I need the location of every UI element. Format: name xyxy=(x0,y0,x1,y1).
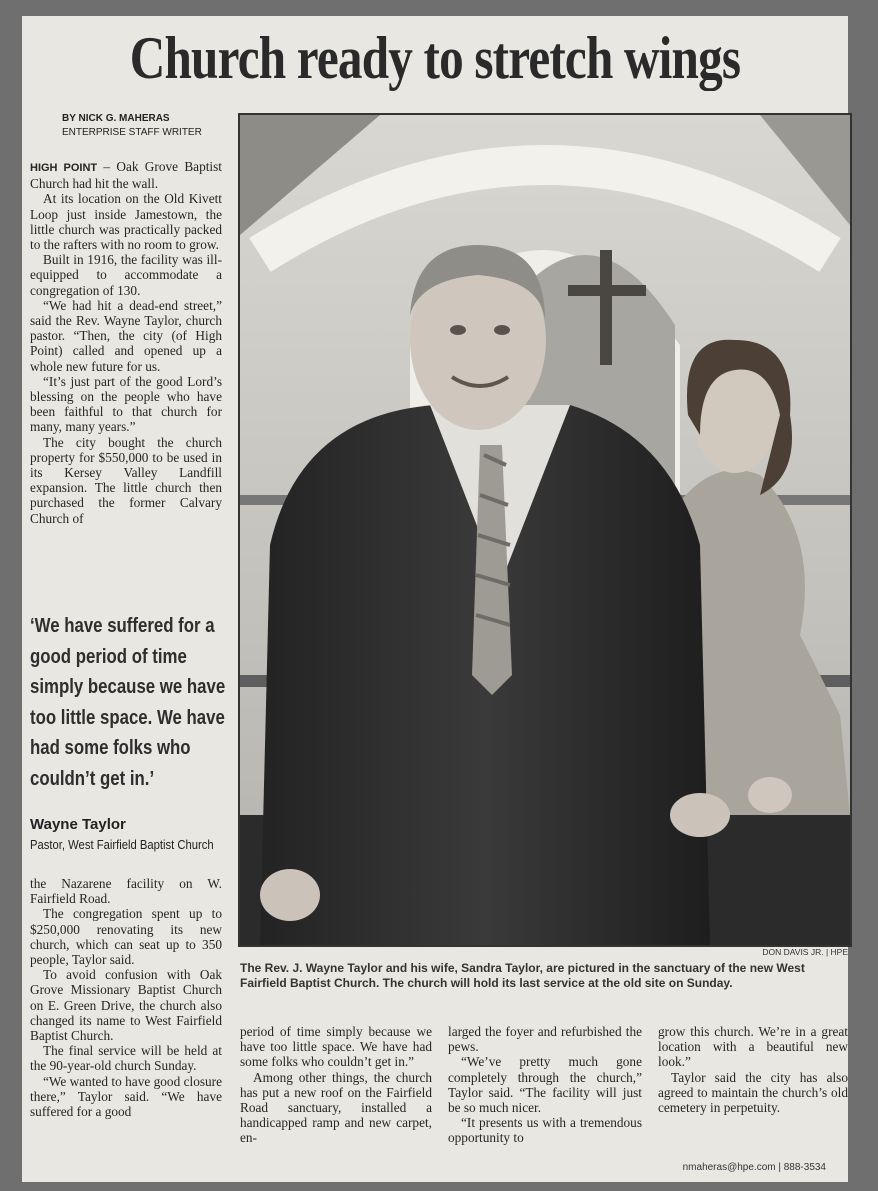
article-column-2 xyxy=(240,1024,432,1146)
paragraph: “We wanted to have good closure there,” Taylor said. “We have suffered for a good xyxy=(30,1073,222,1120)
paragraph: larged the foyer and refurbished the pews. xyxy=(448,1024,642,1055)
paragraph: The congregation spent up to $250,000 renovating its new church, which can seat up to 350 people, Taylor said. xyxy=(30,906,222,968)
paragraph: The city bought the church property for $550,000 to be used in its Kersey Valley Landfill expansion. The little church then purchased the former Calvary Church of xyxy=(30,434,222,526)
article-column-3 xyxy=(448,1024,642,1146)
article-column-4 xyxy=(658,1024,848,1115)
paragraph: grow this church. We’re in a great location with a beautiful new look.” xyxy=(658,1024,848,1070)
paragraph: To avoid confusion with Oak Grove Missionary Baptist Church on E. Green Drive, the church also changed its name to West Fairfield Baptist Church. xyxy=(30,967,222,1044)
lead-text: – Oak Grove Baptist Church had hit the wall. xyxy=(30,159,222,192)
paragraph: At its location on the Old Kivett Loop just inside Jamestown, the little church was practically packed to the rafters with no room to grow. xyxy=(30,191,222,253)
photo-credit: DON DAVIS JR. | HPE xyxy=(762,947,848,957)
article-column-1-continued xyxy=(30,876,222,1119)
byline xyxy=(62,112,202,140)
paragraph: period of time simply because we have too little space. We have had some folks who couldn’t get in.” xyxy=(240,1024,432,1070)
paragraph: the Nazarene facility on W. Fairfield Road. xyxy=(30,876,222,907)
pull-quote: ‘We have suffered for a good period of time simply because we have too little space. We have had some folks who couldn’t get in.’ xyxy=(30,615,226,790)
sanctuary-photo-image xyxy=(240,115,850,945)
church-photo xyxy=(238,113,852,947)
photo-caption: The Rev. J. Wayne Taylor and his wife, Sandra Taylor, are pictured in the sanctuary of the new West Fairfield Baptist Church. The church will hold its last service at the old site on Sunday. xyxy=(240,961,805,990)
byline-name: BY NICK G. MAHERAS xyxy=(62,113,170,124)
paragraph: Among other things, the church has put a new roof on the Fairfield Road sanctuary, installed a handicapped ramp and new carpet, en- xyxy=(240,1069,432,1146)
paragraph: “We’ve pretty much gone completely through the church,” Taylor said. “The facility will just be so much nicer. xyxy=(448,1054,642,1116)
pull-quote-name: Wayne Taylor xyxy=(30,816,126,833)
paragraph: “We had hit a dead-end street,” said the Rev. Wayne Taylor, church pastor. “Then, the city (of High Point) called and opened up a whole new future for us. xyxy=(30,297,222,374)
paragraph: Taylor said the city has also agreed to maintain the church’s old cemetery in perpetuity. xyxy=(658,1069,848,1116)
dateline: HIGH POINT xyxy=(30,162,98,174)
newspaper-clipping xyxy=(22,16,848,1182)
byline-title: ENTERPRISE STAFF WRITER xyxy=(62,127,202,138)
paragraph: “It presents us with a tremendous opportunity to xyxy=(448,1115,642,1146)
paragraph: “It’s just part of the good Lord’s blessing on the people who have been faithful to that church for many, many years.” xyxy=(30,373,222,435)
lead-paragraph xyxy=(30,159,222,191)
paragraph: The final service will be held at the 90-year-old church Sunday. xyxy=(30,1043,222,1074)
paragraph: Built in 1916, the facility was ill-equipped to accommodate a congregation of 130. xyxy=(30,252,222,298)
article-column-1 xyxy=(30,159,222,526)
headline: Church ready to stretch wings xyxy=(129,25,741,91)
contact-info: nmaheras@hpe.com | 888-3534 xyxy=(682,1162,826,1173)
pull-quote-title: Pastor, West Fairfield Baptist Church xyxy=(30,838,214,852)
